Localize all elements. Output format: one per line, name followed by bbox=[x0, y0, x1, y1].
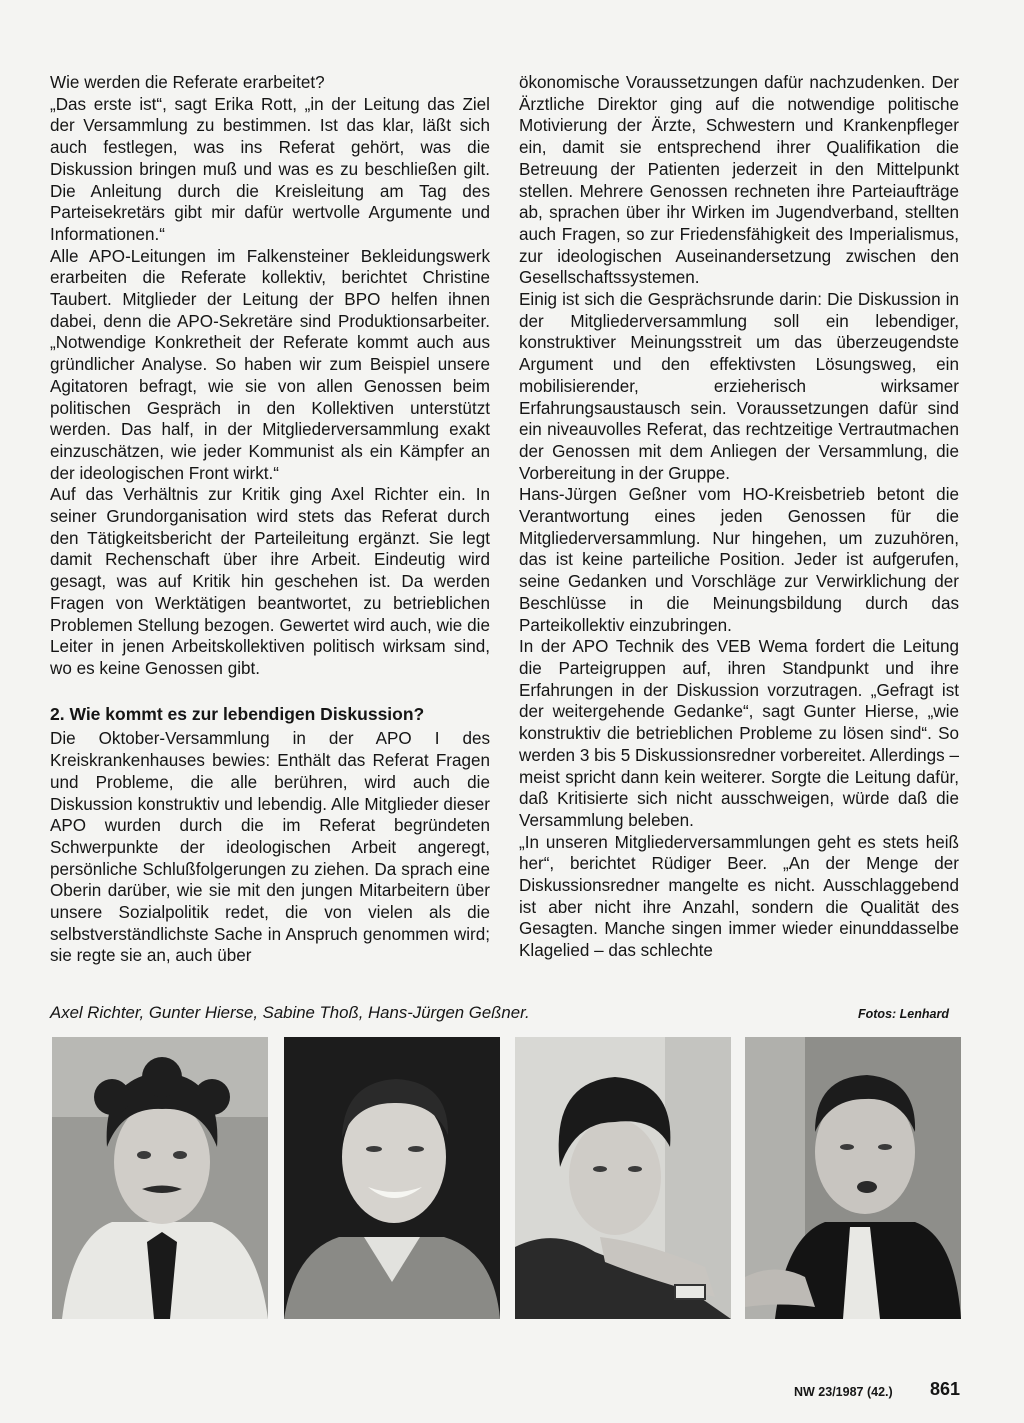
photo-gunter-hierse bbox=[284, 1037, 500, 1319]
photo-sabine-thoss bbox=[515, 1037, 731, 1319]
paragraph: Auf das Verhältnis zur Kritik ging Axel Richter ein. In seiner Grundorganisation wird stets das Referat durch den Tätigkeitsbericht der Parteileitung ergänzt. Sie legt damit Rechenschaft über ihre Arbeit. Eindeutig wird gesagt, was auf Kritik hin geschehen ist. Da werden Fragen von Werktätigen beantwortet, zu betrieblichen Problemen Stellung bezogen. Gewertet wird auch, wie die Leiter in jenen Arbeitskollektiven politisch wirksam sind, wo es keine Genossen gibt. bbox=[50, 485, 490, 678]
photo-credit: Fotos: Lenhard bbox=[858, 1007, 949, 1021]
photo-hans-juergen-gessner bbox=[745, 1037, 961, 1319]
photo-axel-richter bbox=[52, 1037, 268, 1319]
paragraph: Wie werden die Referate erarbeitet? bbox=[50, 73, 325, 92]
page-number: 861 bbox=[930, 1379, 961, 1399]
paragraph: Hans-Jürgen Geßner vom HO-Kreisbetrieb betont die Verantwortung eines jeden Genossen für die Mitgliederversammlung. Nur hingehen, um zuzuhören, das ist keine parteiliche Position. Jeder ist aufgerufen, seine Gedanken und Vorschläge zur Verwirklichung der Beschlüsse in die Meinungsbildung durch das Parteikollektiv einzubringen. bbox=[519, 485, 959, 635]
paragraph: ökonomische Voraussetzungen dafür nachzudenken. Der Ärztliche Direktor ging auf die notwendige politische Motivierung der Ärzte, Schwestern und Krankenpfleger ein, damit sie entsprechend ihrer Qualifikation die Betreuung der Patienten jederzeit in den Mittelpunkt stellen. Mehrere Genossen rechneten ihre Parteiaufträge ab, sprachen über ihr Wirken im Jugendverband, stellten auch Fragen, so zur Friedensfähigkeit des Imperialismus, zur ideologischen Auseinandersetzung zwischen den Gesellschaftssystemen. bbox=[519, 73, 959, 288]
article-column-left bbox=[50, 72, 490, 967]
paragraph: Alle APO-Leitungen im Falkensteiner Bekleidungswerk erarbeiten die Referate kollektiv, berichtet Christine Taubert. Mitglieder der Leitung der BPO helfen ihnen dabei, denn die APO-Sekretäre sind Produktionsarbeiter. „Notwendige Konkretheit der Referate kommt auch aus gründlicher Analyse. So haben wir zum Beispiel unsere Agitatoren befragt, wie sie von allen Genossen beim politischen Gespräch in den Kollektiven unterstützt werden. Das half, in der Mitgliederversammlung exakt einzuschätzen, wie jeder Kommunist als ein Kämpfer an der ideologischen Front wirkt.“ bbox=[50, 246, 490, 483]
section-heading: 2. Wie kommt es zur lebendigen Diskussion? bbox=[50, 703, 425, 724]
issue-number: NW 23/1987 (42.) bbox=[794, 1385, 893, 1399]
paragraph: „In unseren Mitgliederversammlungen geht es stets heiß her“, berichtet Rüdiger Beer. „An der Menge der Diskussionsredner mangelte es nicht. Ausschlaggebend ist aber nicht ihre Anzahl, sondern die Qualität des Gesagten. Manche singen immer wieder einunddasselbe Klagelied – das schlechte bbox=[519, 832, 959, 961]
paragraph: Die Oktober-Versammlung in der APO I des Kreiskrankenhauses bewies: Enthält das Referat Fragen und Probleme, die alle berühren, wird auch die Diskussion konstruktiv und lebendig. Alle Mitglieder dieser APO wurden durch die im Referat begründeten Schwerpunkte der ideologischen Arbeit angeregt, persönliche Schlußfolgerungen zu ziehen. Da sprach eine Oberin darüber, wie sie mit den jungen Mitarbeitern über unsere Sozialpolitik redet, die von vielen als die selbstverständlichste Sache in Anspruch genommen wird; sie regte sie an, auch über bbox=[50, 729, 490, 966]
paragraph: „Das erste ist“, sagt Erika Rott, „in der Leitung das Ziel der Versammlung zu bestimmen. Ist das klar, läßt sich auch festlegen, was ins Referat gehört, was die Diskussion bringen muß und was es zu beschließen gilt. Die Anleitung durch die Kreisleitung am Tag des Parteisekretärs gibt mir dafür wertvolle Argumente und Informationen.“ bbox=[50, 94, 490, 244]
photo-caption: Axel Richter, Gunter Hierse, Sabine Thoß, Hans-Jürgen Geßner. bbox=[50, 1003, 530, 1022]
article-column-right bbox=[519, 72, 959, 962]
paragraph: In der APO Technik des VEB Wema fordert die Leitung die Parteigruppen auf, ihren Standpunkt und ihre Erfahrungen in der Diskussion vorzutragen. „Gefragt ist der weitergehende Gedanke“, sagt Gunter Hierse, „wie konstruktiv die betrieblichen Probleme zu lösen sind“. So werden 3 bis 5 Diskussionsredner vorbereitet. Allerdings – meist spricht dann kein weiterer. Sorgte die Leitung dafür, daß Kritisierte sich nicht ausschweigen, würde daß die Versammlung beleben. bbox=[519, 637, 959, 830]
paragraph: Einig ist sich die Gesprächsrunde darin: Die Diskussion in der Mitgliederversammlung soll ein lebendiger, konstruktiver Meinungsstreit um das überzeugendste Argument und den effektivsten Lösungsweg, ein mobilisierender, erzieherisch wirksamer Erfahrungsaustausch sein. Voraussetzungen dafür sind ein niveauvolles Referat, das rechtzeitige Vertrautmachen der Genossen mit dem Anliegen der Versammlung, die Vorbereitung in der Gruppe. bbox=[519, 290, 959, 483]
